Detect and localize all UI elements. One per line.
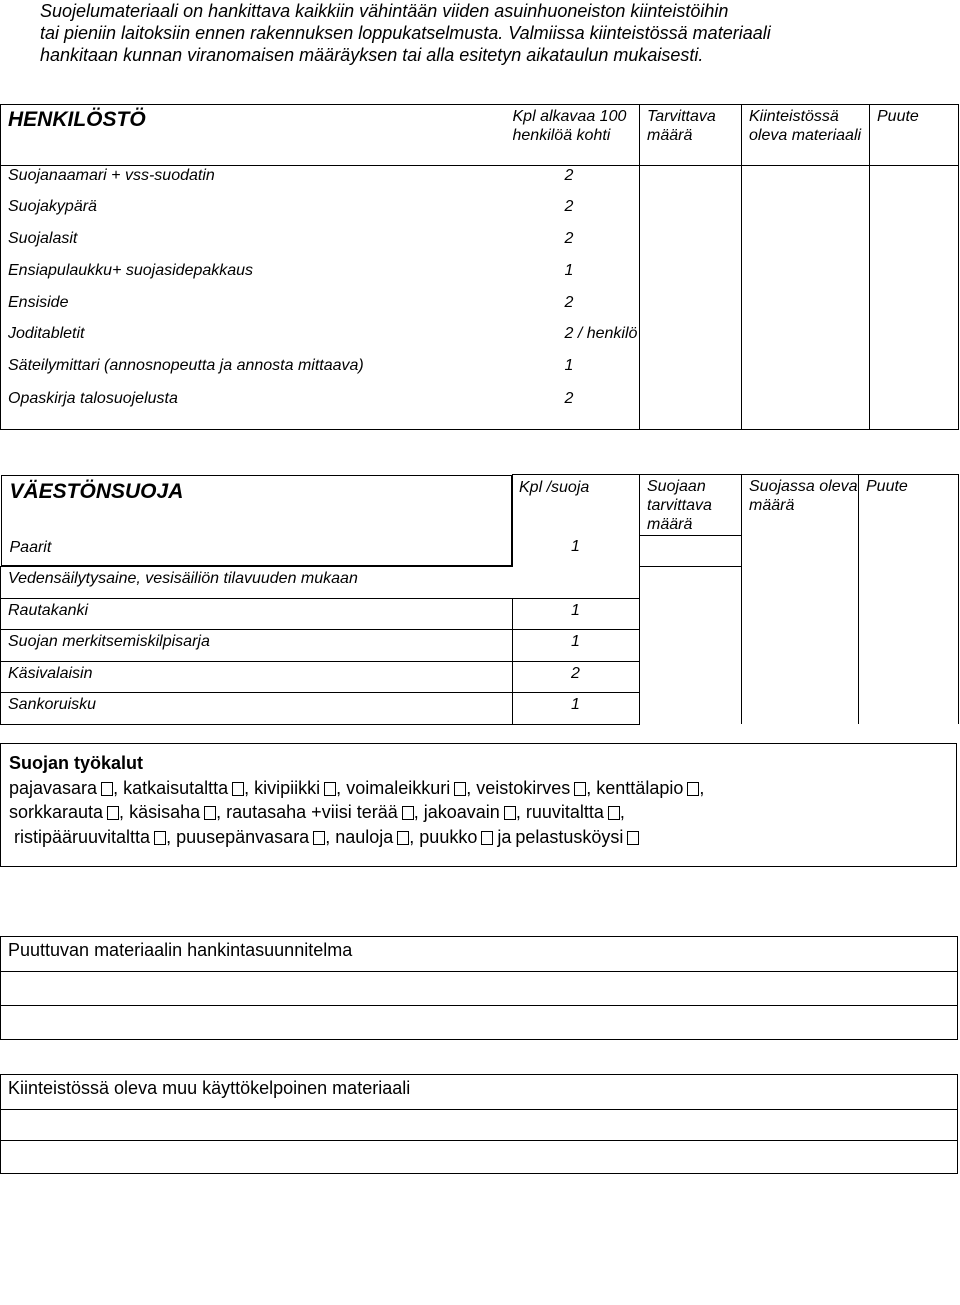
tool-separator: , [113,777,124,798]
tool-separator: , [336,777,347,798]
item-name: Käsivalaisin [1,661,513,692]
henkilosto-table [0,104,959,430]
item-name: Joditabletit [1,324,513,356]
item-name: Rautakanki [1,598,513,629]
plan-title: Puuttuvan materiaalin hankintasuunnitelma [1,937,958,972]
table-row [1,661,959,692]
item-kpl: 2 [513,166,640,197]
item-name: Vedensäilytysaine, vesisäiliön tilavuuden mukaan [1,566,513,598]
other-material-table [0,1074,958,1174]
intro-line: tai pieniin laitoksiin ennen rakennuksen loppukatselmusta. Valmiissa kiinteistössä materiaali [40,23,771,43]
item-kpl: 2 [513,293,640,324]
tool-name: ruuvitaltta [525,802,604,822]
table-row [1,356,959,389]
vaestonsuoja-table [0,474,959,725]
tool-checkbox[interactable] [454,782,466,796]
table-row [1,293,959,324]
tool-checkbox[interactable] [101,782,113,796]
tool-separator: , [466,777,477,798]
table-row [1,566,959,598]
tool-separator: , [515,802,526,822]
other-material-row[interactable] [1,1141,958,1174]
tool-separator: , [244,777,255,798]
tools-section [0,743,957,867]
plan-row[interactable] [1,972,958,1006]
tool-conjunction: ja [497,826,512,847]
tool-checkbox[interactable] [154,831,166,845]
intro-line: Suojelumateriaali on hankittava kaikkiin vähintään viiden asuinhuoneiston kiinteistöihin [40,1,729,21]
item-kpl: 2 [513,229,640,261]
table-row [1,692,959,724]
tool-separator: , [216,802,227,822]
tools-line [9,825,956,850]
item-name: Säteilymittari (annosnopeutta ja annosta mittaava) [1,356,513,389]
item-kpl: 1 [513,598,640,629]
tool-separator: , [413,802,424,822]
item-kpl: 2 / henkilö [513,324,640,356]
item-name: Suojalasit [1,229,513,261]
table-row [1,629,959,661]
tool-checkbox[interactable] [627,831,639,845]
item-kpl: 1 [513,356,640,389]
col-tarvittava-header: Tarvittava määrä [640,105,742,166]
vaestonsuoja-title: VÄESTÖNSUOJA [9,479,184,503]
item-kpl: 1 [571,538,580,555]
item-kpl: 2 [513,389,640,430]
tool-checkbox[interactable] [504,806,516,820]
tool-separator: , [699,777,710,798]
tool-checkbox[interactable] [313,831,325,845]
item-name: Suojan merkitsemiskilpisarja [1,629,513,661]
tool-name: sorkkarauta [9,802,104,822]
item-kpl: 1 [513,692,640,724]
tool-separator: , [119,802,130,822]
tool-separator: , [325,826,336,847]
item-kpl: 2 [513,197,640,229]
item-name: Ensiside [1,293,513,324]
col-puute-header: Puute [870,105,959,166]
col-suojassa-header: Suojassa oleva määrä [742,475,859,536]
tool-separator: , [619,802,630,822]
henkilosto-title: HENKILÖSTÖ [8,108,146,131]
tool-name: jakoavain [423,802,500,822]
intro-text [40,0,940,66]
tool-checkbox[interactable] [232,782,244,796]
tool-name: ristipääruuvitaltta [14,826,151,847]
other-material-title: Kiinteistössä oleva muu käyttökelpoinen materiaali [1,1075,958,1110]
tool-name: käsisaha [129,802,201,822]
tool-name: kenttälapio [596,777,684,798]
tool-checkbox[interactable] [574,782,586,796]
item-name: Suojakypärä [1,197,513,229]
tool-name: puukko [419,826,478,847]
tool-separator: , [586,777,597,798]
tool-name: puusepänvasara [176,826,310,847]
table-row [1,261,959,293]
table-row [1,166,959,197]
tools-list [9,776,956,850]
item-kpl: 1 [513,629,640,661]
tool-checkbox[interactable] [204,806,216,820]
tool-separator: , [409,826,420,847]
tool-checkbox[interactable] [481,831,493,845]
item-kpl: 2 [513,661,640,692]
tool-checkbox[interactable] [324,782,336,796]
tools-line [9,776,956,801]
item-name: Opaskirja talosuojelusta [1,389,513,430]
tools-line [9,800,956,825]
tool-checkbox[interactable] [402,806,414,820]
col-kiinteistossa-header: Kiinteistössä oleva materiaali [742,105,870,166]
table-row [1,324,959,356]
item-kpl [513,566,640,598]
tool-name: veistokirves [476,777,571,798]
tool-name: kivipiikki [254,777,321,798]
tool-name: nauloja [335,826,394,847]
tool-name: rautasaha +viisi terää [226,802,398,822]
tool-name: pajavasara [9,777,98,798]
table-row [1,389,959,430]
table-row [1,197,959,229]
tool-separator: , [166,826,177,847]
table-row [1,598,959,629]
plan-table [0,936,958,1040]
table-row [1,229,959,261]
col-suojaan-tarvittava-header: Suojaan tarvittava määrä [640,475,742,536]
tool-checkbox[interactable] [687,782,699,796]
item-name: Sankoruisku [1,692,513,724]
tool-name: voimaleikkuri [346,777,451,798]
tool-checkbox[interactable] [608,806,620,820]
col-puute-header: Puute [859,475,959,536]
item-name: Paarit [9,538,52,556]
tool-checkbox[interactable] [397,831,409,845]
tool-checkbox[interactable] [107,806,119,820]
other-material-row[interactable] [1,1110,958,1141]
item-name: Suojanaamari + vss-suodatin [1,166,513,197]
tool-name: pelastusköysi [515,826,624,847]
tool-name: katkaisutaltta [123,777,229,798]
item-name: Ensiapulaukku+ suojasidepakkaus [1,261,513,293]
plan-row[interactable] [1,1006,958,1040]
item-kpl: 1 [513,261,640,293]
intro-line: hankitaan kunnan viranomaisen määräyksen tai alla esitetyn aikataulun mukaisesti. [40,45,704,65]
col-kpl-suoja-header: Kpl /suoja [519,479,590,496]
tools-heading: Suojan työkalut [9,753,144,773]
col-kpl-header: Kpl alkavaa 100 henkilöä kohti [513,105,640,166]
